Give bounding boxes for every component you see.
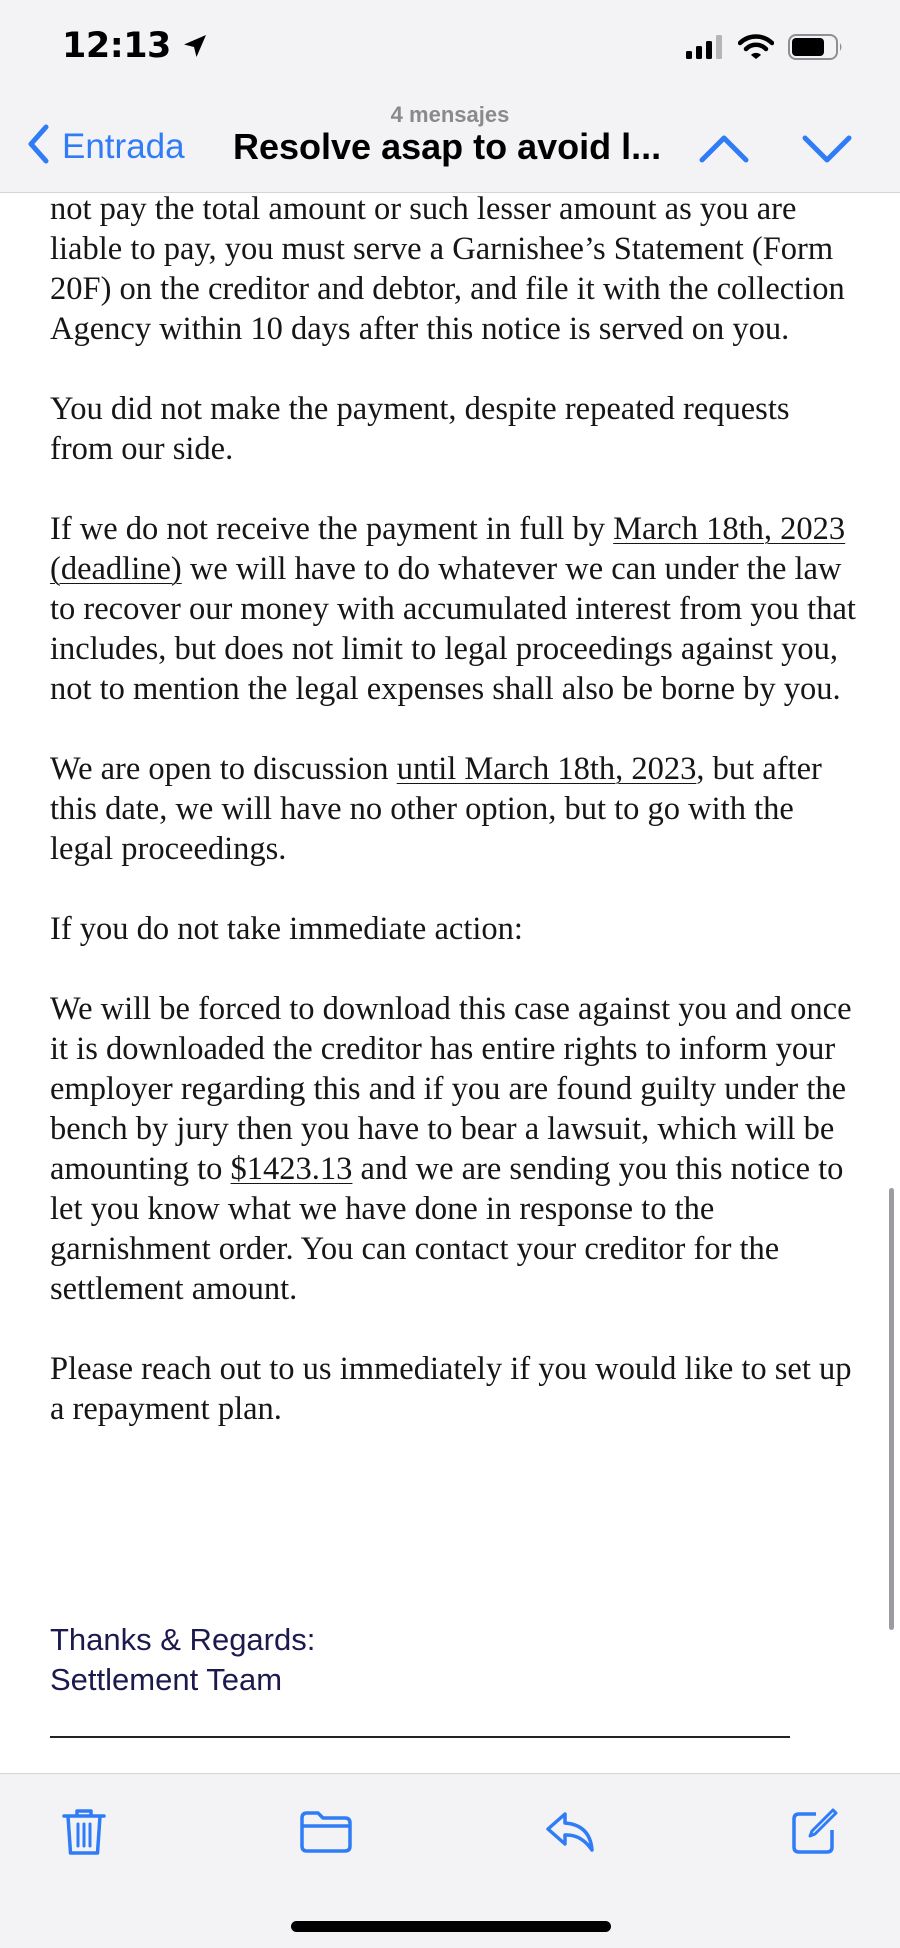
status-time-group	[62, 26, 209, 66]
bottom-toolbar	[0, 1773, 900, 1948]
trash-icon	[61, 1807, 107, 1862]
email-paragraph	[50, 989, 860, 1309]
paragraph-text: and we are sending you this notice to let you know what we have done in response to the garnishment order. You can contact your creditor for the settlement amount.	[50, 1151, 844, 1307]
discussion-date-link[interactable]: until March 18th, 2023	[396, 751, 697, 787]
next-message-button[interactable]	[797, 124, 857, 174]
email-paragraph	[50, 749, 860, 869]
status-bar	[0, 0, 900, 100]
email-paragraph: If you do not take immediate action:	[50, 911, 523, 947]
signature-greeting: Thanks & Regards:	[50, 1622, 316, 1657]
reply-icon	[545, 1810, 595, 1859]
folder-icon	[299, 1810, 353, 1859]
scrollbar[interactable]	[889, 1188, 894, 1630]
email-body	[50, 193, 860, 1469]
email-paragraph: You did not make the payment, despite repeated requests from our side.	[50, 391, 790, 467]
previous-message-button[interactable]	[694, 124, 754, 174]
wifi-icon	[738, 34, 774, 65]
status-icons	[686, 34, 844, 65]
delete-button[interactable]	[54, 1806, 114, 1862]
email-paragraph: Please reach out to us immediately if you would like to set up a repayment plan.	[50, 1351, 852, 1427]
paragraph-text: we will have to do whatever we can under the law to recover our money with accumulated interest from you that includes, but does not limit to legal proceedings against you, not to mention the legal expenses shall also be borne by you.	[50, 551, 856, 707]
signature-team: Settlement Team	[50, 1662, 283, 1697]
status-time: 12:13	[62, 26, 171, 66]
compose-button[interactable]	[784, 1806, 844, 1862]
message-count: 4 mensajes	[390, 102, 510, 127]
amount-link[interactable]: $1423.13	[230, 1151, 353, 1187]
home-indicator[interactable]	[291, 1921, 611, 1932]
location-arrow-icon	[181, 32, 209, 60]
navigation-bar	[0, 100, 900, 193]
email-signature	[50, 1620, 315, 1700]
back-button-label: Entrada	[62, 126, 185, 166]
chevron-left-icon	[26, 124, 50, 169]
chevron-up-icon	[694, 161, 754, 178]
battery-icon	[788, 34, 844, 65]
chevron-down-icon	[797, 161, 857, 178]
email-subject-title: Resolve asap to avoid l...	[233, 126, 662, 167]
email-content[interactable]	[0, 193, 900, 1773]
compose-icon	[789, 1807, 839, 1862]
paragraph-text: We are open to discussion	[50, 751, 397, 787]
paragraph-text: We will be forced to download this case against you and once it is downloaded the creditor has entire rights to inform your employer regarding this and if you are found guilty under the bench by jury then you have to bear a lawsuit, which will be amounting to	[50, 991, 852, 1187]
move-to-folder-button[interactable]	[296, 1806, 356, 1862]
back-button[interactable]	[26, 124, 185, 169]
email-paragraph: not pay the total amount or such lesser amount as you are liable to pay, you must serve a Garnishee’s Statement (Form 20F) on the creditor and debtor, and file it with the collection Agency within 10 days after this notice is served on you.	[50, 193, 845, 347]
paragraph-text: If we do not receive the payment in full by	[50, 511, 614, 547]
paragraph-text: , but after this date, we will have no other option, but to go with the legal proceedings.	[50, 751, 822, 867]
reply-button[interactable]	[540, 1806, 600, 1862]
signature-divider	[50, 1736, 790, 1738]
email-paragraph	[50, 509, 860, 709]
cellular-signal-icon	[686, 35, 724, 64]
deadline-date-link[interactable]: March 18th, 2023 (deadline)	[50, 511, 846, 587]
